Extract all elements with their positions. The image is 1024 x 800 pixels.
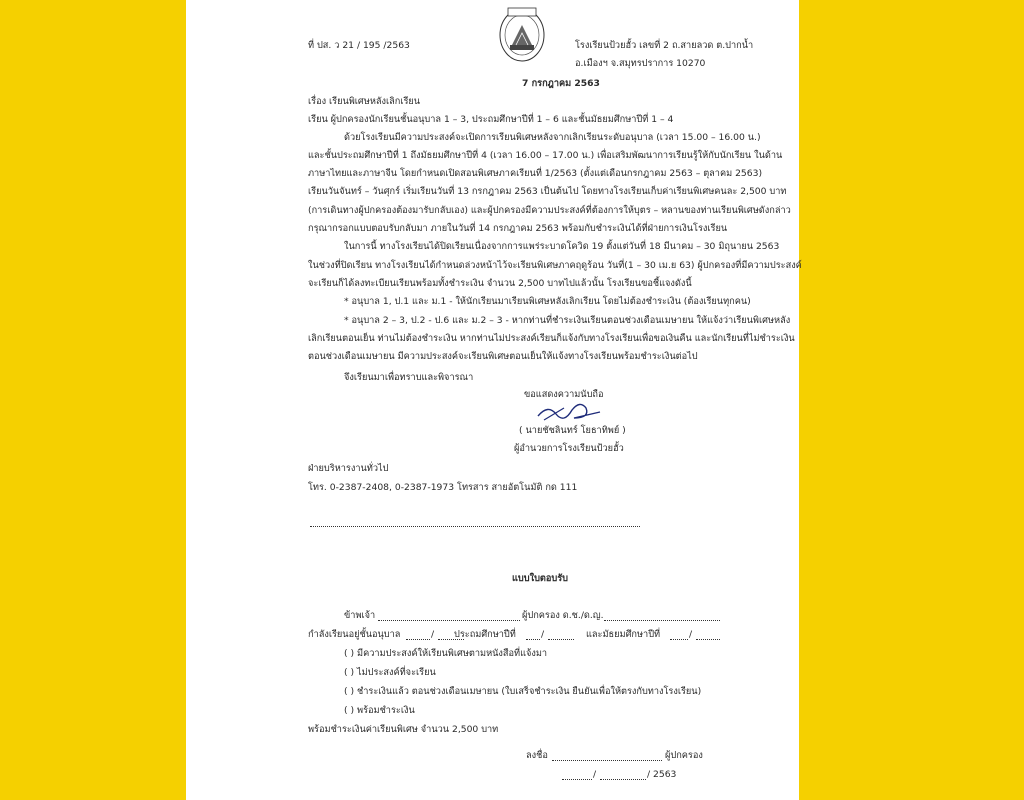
department: ฝ่ายบริหารงานทั่วไป [308,463,389,474]
form-field-secondary-level[interactable] [670,638,688,640]
contact-info: โทร. 0-2387-2408, 0-2387-1973 โทรสาร สายอัตโนมัติ กด 111 [308,482,578,493]
paragraph-1-line: (การเดินทางผู้ปกครองต้องมารับกลับเอง) และผู้ปกครองมีความประสงค์ที่ต้องการให้บุตร – หลานของท่านเรียนพิเศษดังกล่าว [308,205,791,216]
form-label-name: ข้าพเจ้า [344,610,376,621]
form-label-kindergarten: กำลังเรียนอยู่ชั้นอนุบาล [308,629,401,640]
paragraph-1-line: เรียนวันจันทร์ – วันศุกร์ เริ่มเรียนวันที่ 13 กรกฎาคม 2563 เป็นต้นไป โดยทางโรงเรียนเก็บค่าเรียนพิเศษคนละ 2,500 บาท [308,186,787,197]
paragraph-2-line: ตอนช่วงเดือนเมษายน มีความประสงค์จะเรียนพิเศษตอนเย็นให้แจ้งทางโรงเรียนพร้อมชำระเงินต่อไป [308,351,698,362]
form-label-guardian: ผู้ปกครอง [665,750,703,761]
school-address-line-1: โรงเรียนป้วยฮั้ว เลขที่ 2 ถ.สายลวด ต.ปากน้ำ [575,40,754,51]
signature-icon [534,396,602,426]
form-field-child-name[interactable] [604,619,720,621]
cut-line [310,526,640,527]
form-field-primary-room[interactable] [548,638,574,640]
letter-page [186,0,802,800]
letter-recipient: เรียน ผู้ปกครองนักเรียนชั้นอนุบาล 1 – 3, ประถมศึกษาปีที่ 1 – 6 และชั้นมัธยมศึกษาปีที่ 1 – 4 [308,114,674,125]
paragraph-2-line: * อนุบาล 1, ป.1 และ ม.1 - ให้นักเรียนมาเรียนพิเศษหลังเลิกเรียน โดยไม่ต้องชำระเงิน (ต้องเรียนทุกคน) [344,296,751,307]
paragraph-1-line: ภาษาไทยและภาษาจีน โดยกำหนดเปิดสอนพิเศษภาคเรียนที่ 1/2563 (ตั้งแต่เดือนกรกฎาคม 2563 – ตุลาคม 2563) [308,168,763,179]
form-field-parent-name[interactable] [378,619,520,621]
paragraph-1-line: ด้วยโรงเรียนมีความประสงค์จะเปิดการเรียนพิเศษหลังจากเลิกเรียนระดับอนุบาล (เวลา 15.00 – 16.00 น.) [344,132,761,143]
letter-date: 7 กรกฎาคม 2563 [522,78,600,89]
signer-title: ผู้อำนวยการโรงเรียนป้วยฮั้ว [514,443,624,454]
form-option-checkbox[interactable]: ( ) พร้อมชำระเงิน [344,705,415,716]
form-date-year: / 2563 [647,769,677,780]
form-separator: / [689,629,693,640]
letter-subject: เรื่อง เรียนพิเศษหลังเลิกเรียน [308,96,421,107]
form-field-kindergarten-level[interactable] [406,638,430,640]
form-label-sign: ลงชื่อ [526,750,548,761]
form-separator: / [541,629,545,640]
reply-form-title: แบบใบตอบรับ [512,573,568,584]
form-field-secondary-room[interactable] [696,638,720,640]
form-label-primary: ประถมศึกษาปีที่ [454,629,516,640]
paragraph-2-line: ในช่วงที่ปิดเรียน ทางโรงเรียนได้กำหนดล่วงหน้าไว้จะเรียนพิเศษภาคฤดูร้อน วันที่(1 – 30 เม.ย 63) ผู้ปกครองที่มีความประสงค์ [308,260,802,271]
closing-line: จึงเรียนมาเพื่อทราบและพิจารณา [344,372,474,383]
signer-name: ( นายชัชลินทร์ โยธาทิพย์ ) [519,425,626,436]
form-field-month[interactable] [600,778,646,780]
form-option-checkbox[interactable]: ( ) มีความประสงค์ให้เรียนพิเศษตามหนังสือที่แจ้งมา [344,648,548,659]
paragraph-1-line: กรุณากรอกแบบตอบรับกลับมา ภายในวันที่ 14 กรกฎาคม 2563 พร้อมกับชำระเงินได้ที่ฝ่ายการเงินโรงเรียน [308,223,728,234]
regards-line: ขอแสดงความนับถือ [524,389,604,400]
form-fee-line: พร้อมชำระเงินค่าเรียนพิเศษ จำนวน 2,500 บาท [308,724,499,735]
paragraph-2-line: ในการนี้ ทางโรงเรียนได้ปิดเรียนเนื่องจากการแพร่ระบาดโควิด 19 ตั้งแต่วันที่ 18 มีนาคม – 30 มิถุนายน 2563 [344,241,780,252]
form-separator: / [593,769,597,780]
form-field-signature[interactable] [552,759,662,761]
paragraph-2-line: * อนุบาล 2 – 3, ป.2 - ป.6 และ ม.2 – 3 - หากท่านที่ชำระเงินเรียนตอนช่วงเดือนเมษายน ให้แจ้งว่าเรียนพิเศษหลัง [344,315,791,326]
school-seal-icon [498,5,546,63]
form-option-checkbox[interactable]: ( ) ชำระเงินแล้ว ตอนช่วงเดือนเมษายน (ใบเสร็จชำระเงิน ยืนยันเพื่อให้ตรงกับทางโรงเรียน) [344,686,702,697]
form-field-primary-level[interactable] [526,638,540,640]
paragraph-1-line: และชั้นประถมศึกษาปีที่ 1 ถึงมัธยมศึกษาปีที่ 4 (เวลา 16.00 – 17.00 น.) เพื่อเสริมพัฒนาการเรียนรู้ให้กับนักเรียน ในด้าน [308,150,783,161]
form-field-day[interactable] [562,778,592,780]
form-label-secondary: และมัธยมศึกษาปีที่ [586,629,661,640]
paragraph-2-line: เลิกเรียนตอนเย็น ท่านไม่ต้องชำระเงิน หากท่านไม่ประสงค์เรียนก็แจ้งกับทางโรงเรียนเพื่อขอเงินคืน และนักเรียนที่ไม่ชำระเงิน [308,333,795,344]
reference-number: ที่ ปส. ว 21 / 195 /2563 [308,40,410,51]
form-label-child: ผู้ปกครอง ด.ช./ด.ญ. [522,610,604,621]
paragraph-2-line: จะเรียนก็ได้ลงทะเบียนเรียนพร้อมทั้งชำระเงิน จำนวน 2,500 บาทไปแล้วนั้น โรงเรียนขอชี้แจงดังนี้ [308,278,692,289]
school-address-line-2: อ.เมืองฯ จ.สมุทรปราการ 10270 [575,58,706,69]
form-option-checkbox[interactable]: ( ) ไม่ประสงค์ที่จะเรียน [344,667,436,678]
form-separator: / [431,629,435,640]
